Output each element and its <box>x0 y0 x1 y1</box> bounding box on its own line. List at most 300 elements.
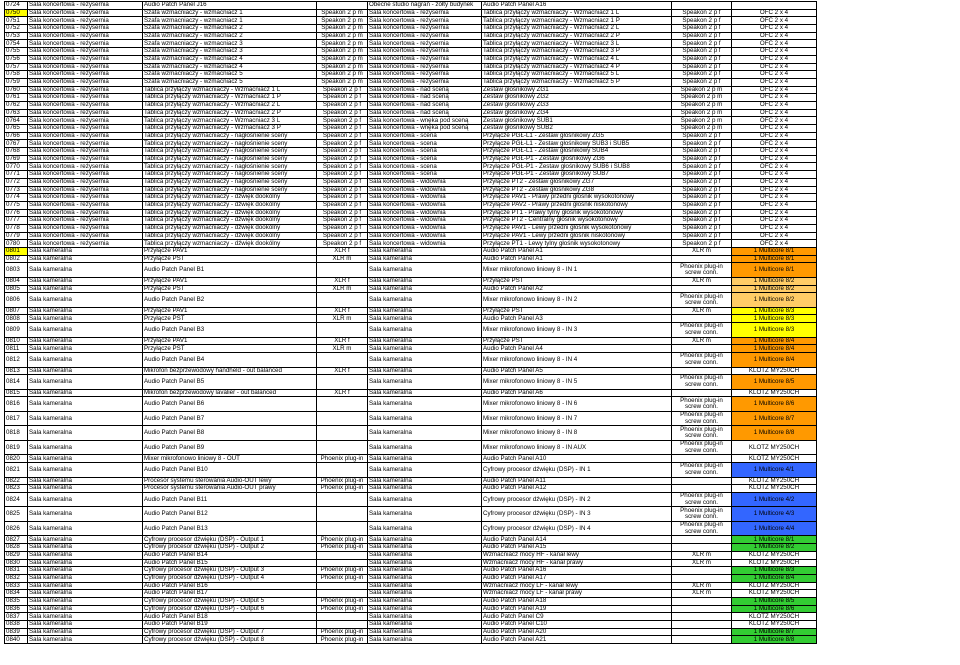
cable-type-cell: 1 Multicore 8/1 <box>732 263 817 278</box>
destination-location-cell: Sala koncertowa - scena <box>368 155 482 163</box>
destination-device-cell: Mixer mikrofonowo liniowy 8 - IN 7 <box>482 411 672 426</box>
cable-id-cell: 0822 <box>5 477 28 485</box>
destination-connector-cell: Speakon 2 p f <box>672 78 732 86</box>
cable-id-cell: 0765 <box>5 125 28 133</box>
table-row <box>5 178 817 186</box>
destination-location-cell: Sala kameralna <box>368 426 482 441</box>
destination-device-cell: Przyłącze PST <box>482 277 672 285</box>
table-row <box>5 492 817 507</box>
cable-id-cell: 0762 <box>5 101 28 109</box>
cable-type-cell: OFC 2 x 4 <box>732 132 817 140</box>
cable-type-cell: 1 Multicore 8/5 <box>732 597 817 605</box>
source-device-cell: Szafa wzmacniaczy - wzmacniacz 2 <box>143 32 317 40</box>
cable-type-cell: 1 Multicore 8/7 <box>732 411 817 426</box>
cable-type-cell: KLOTZ MY250CH <box>732 559 817 567</box>
destination-device-cell: Tablica przyłączy wzmacniaczy - Wzmacniacz 2 P <box>482 32 672 40</box>
destination-location-cell: Sala koncertowa - nad sceną <box>368 86 482 94</box>
source-location-cell: Sala koncertowa - reżysernia <box>28 40 143 48</box>
table-row <box>5 536 817 544</box>
table-row <box>5 567 817 575</box>
cable-type-cell: KLOTZ MY250CH <box>732 551 817 559</box>
source-location-cell: Sala kameralna <box>28 492 143 507</box>
table-row <box>5 132 817 140</box>
destination-location-cell: Sala koncertowa - scena <box>368 132 482 140</box>
cable-id-cell: 0770 <box>5 163 28 171</box>
cable-id-cell: 0837 <box>5 613 28 621</box>
cable-table-body <box>5 2 817 644</box>
destination-connector-cell <box>672 255 732 263</box>
destination-device-cell: Audio Patch Panel A1 <box>482 248 672 256</box>
source-location-cell: Sala kameralna <box>28 263 143 278</box>
table-row <box>5 559 817 567</box>
destination-device-cell: Tablica przyłączy wzmacniaczy - Wzmacniacz 5 P <box>482 78 672 86</box>
source-device-cell: Przyłącze PAV1 <box>143 248 317 256</box>
destination-location-cell: Sala koncertowa - reżysernia <box>368 78 482 86</box>
destination-device-cell: Przyłącze PAV1 - Lewy przedni głośnik wysokotonowy <box>482 224 672 232</box>
destination-location-cell: Sala koncertowa - reżysernia <box>368 40 482 48</box>
source-location-cell: Sala kameralna <box>28 440 143 455</box>
destination-location-cell: Sala kameralna <box>368 389 482 397</box>
cable-id-cell: 0767 <box>5 140 28 148</box>
destination-device-cell: Tablica przyłączy wzmacniaczy - Wzmacniacz 3 L <box>482 40 672 48</box>
table-row <box>5 217 817 225</box>
source-connector-cell <box>317 590 368 598</box>
cable-type-cell: 1 Multicore 8/3 <box>732 307 817 315</box>
destination-connector-cell <box>672 621 732 629</box>
destination-device-cell: Audio Patch Panel C10 <box>482 621 672 629</box>
destination-device-cell: Tablica przyłączy wzmacniaczy - Wzmacniacz 2 L <box>482 25 672 33</box>
source-location-cell: Sala kameralna <box>28 426 143 441</box>
destination-location-cell: Sala kameralna <box>368 507 482 522</box>
destination-connector-cell: Phoenix plug-in screw conn. <box>672 507 732 522</box>
source-connector-cell: XLR m <box>317 345 368 353</box>
source-device-cell: Tablica przyłączy wzmacniaczy - Wzmacniacz 2 P <box>143 109 317 117</box>
cable-type-cell: OFC 2 x 4 <box>732 209 817 217</box>
destination-connector-cell <box>672 455 732 463</box>
destination-device-cell: Audio Patch Panel A18 <box>482 597 672 605</box>
cable-type-cell: KLOTZ MY250CH <box>732 613 817 621</box>
destination-device-cell: Przyłącze PT1 - Prawy tylny głośnik wysokotonowy <box>482 209 672 217</box>
source-connector-cell <box>317 426 368 441</box>
source-connector-cell <box>317 551 368 559</box>
destination-device-cell: Mixer mikrofonowo liniowy 8 - IN 4 <box>482 353 672 368</box>
destination-device-cell: Tablica przyłączy wzmacniaczy - Wzmacniacz 5 L <box>482 71 672 79</box>
destination-device-cell: Wzmacniacz mocy LF - kanał prawy <box>482 590 672 598</box>
cable-id-cell: 0818 <box>5 426 28 441</box>
source-connector-cell: Speakon 2 p f <box>317 155 368 163</box>
destination-location-cell: Sala kameralna <box>368 255 482 263</box>
cable-type-cell: 1 Multicore 8/6 <box>732 397 817 412</box>
table-row <box>5 367 817 375</box>
cable-type-cell: KLOTZ MY250CH <box>732 455 817 463</box>
destination-device-cell: Przyłącze PAV1 - Lewy przedni głośnik niskotonowy <box>482 232 672 240</box>
destination-location-cell: Sala koncertowa - reżysernia <box>368 25 482 33</box>
table-row <box>5 155 817 163</box>
source-device-cell: Przyłącze PAV1 <box>143 337 317 345</box>
source-connector-cell: XLR f <box>317 248 368 256</box>
destination-connector-cell: Phoenix plug-in screw conn. <box>672 323 732 338</box>
destination-device-cell: Przyłącze PGŁ-P1 - Zestaw głośnikowy SUB6 i SUB8 <box>482 163 672 171</box>
cable-type-cell: 1 Multicore 8/3 <box>732 315 817 323</box>
cable-id-cell: 0812 <box>5 353 28 368</box>
cable-type-cell: OFC 2 x 4 <box>732 25 817 33</box>
destination-connector-cell: Phoenix plug-in screw conn. <box>672 353 732 368</box>
destination-location-cell: Sala kameralna <box>368 440 482 455</box>
cable-type-cell: OFC 2 x 4 <box>732 201 817 209</box>
source-device-cell: Cyfrowy procesor dźwięku (DSP) - Output 5 <box>143 597 317 605</box>
destination-location-cell: Sala koncertowa - widownia <box>368 240 482 248</box>
table-row <box>5 117 817 125</box>
source-connector-cell: Speakon 2 p f <box>317 109 368 117</box>
destination-location-cell: Sala koncertowa - nad sceną <box>368 109 482 117</box>
destination-location-cell: Sala kameralna <box>368 345 482 353</box>
source-connector-cell <box>317 582 368 590</box>
source-device-cell: Audio Patch Panel B19 <box>143 621 317 629</box>
destination-device-cell: Tablica przyłączy wzmacniaczy - Wzmacniacz 4 L <box>482 55 672 63</box>
source-device-cell: Szafa wzmacniaczy - wzmacniacz 5 <box>143 71 317 79</box>
cable-id-cell: 0809 <box>5 323 28 338</box>
source-device-cell: Audio Patch Panel B8 <box>143 426 317 441</box>
destination-location-cell: Sala kameralna <box>368 590 482 598</box>
source-connector-cell: Speakon 2 p f <box>317 217 368 225</box>
cable-id-cell: 0808 <box>5 315 28 323</box>
table-row <box>5 477 817 485</box>
destination-location-cell: Sala kameralna <box>368 411 482 426</box>
cable-id-cell: 0823 <box>5 485 28 493</box>
source-location-cell: Sala koncertowa - reżysernia <box>28 63 143 71</box>
cable-id-cell: 0805 <box>5 285 28 293</box>
source-device-cell: Procesor systemu sterowania Audio-OUT prawy <box>143 485 317 493</box>
destination-device-cell: Przyłącze PAV2 - Prawy przedni głośnik niskotonowy <box>482 201 672 209</box>
destination-connector-cell: Speakon 2 p f <box>672 132 732 140</box>
cable-id-cell: 0776 <box>5 209 28 217</box>
destination-connector-cell <box>672 345 732 353</box>
destination-connector-cell: Phoenix plug-in screw conn. <box>672 411 732 426</box>
destination-connector-cell <box>672 628 732 636</box>
source-device-cell: Audio Patch Panel B2 <box>143 293 317 308</box>
cable-id-cell: 0831 <box>5 567 28 575</box>
cable-id-cell: 0775 <box>5 201 28 209</box>
source-connector-cell: XLR f <box>317 389 368 397</box>
destination-location-cell: Sala kameralna <box>368 353 482 368</box>
table-row <box>5 375 817 390</box>
table-row <box>5 101 817 109</box>
destination-device-cell: Mixer mikrofonowo liniowy 8 - IN 3 <box>482 323 672 338</box>
cable-type-cell: OFC 2 x 4 <box>732 71 817 79</box>
cable-type-cell: OFC 2 x 4 <box>732 40 817 48</box>
destination-location-cell: Sala kameralna <box>368 337 482 345</box>
source-location-cell: Sala kameralna <box>28 597 143 605</box>
source-connector-cell <box>317 440 368 455</box>
destination-connector-cell: XLR m <box>672 590 732 598</box>
table-row <box>5 109 817 117</box>
destination-connector-cell: Speakon 2 p f <box>672 171 732 179</box>
cable-id-cell: 0826 <box>5 521 28 536</box>
destination-location-cell: Sala kameralna <box>368 621 482 629</box>
table-row <box>5 307 817 315</box>
source-connector-cell <box>317 293 368 308</box>
destination-device-cell: Przyłącze PGŁ-L1 - Zestaw głośnikowy ZG5 <box>482 132 672 140</box>
destination-connector-cell <box>672 315 732 323</box>
source-location-cell: Sala kameralna <box>28 293 143 308</box>
cable-id-cell: 0780 <box>5 240 28 248</box>
cable-type-cell: KLOTZ MY250CH <box>732 590 817 598</box>
source-location-cell: Sala koncertowa - reżysernia <box>28 155 143 163</box>
destination-connector-cell: Speakon 2 p f <box>672 48 732 56</box>
cable-type-cell: 1 Multicore 8/3 <box>732 323 817 338</box>
cable-type-cell: OFC 2 x 4 <box>732 117 817 125</box>
source-connector-cell <box>317 323 368 338</box>
destination-device-cell: Audio Patch Panel C9 <box>482 613 672 621</box>
cable-type-cell: OFC 2 x 4 <box>732 32 817 40</box>
cable-type-cell: 1 Multicore 8/1 <box>732 248 817 256</box>
table-row <box>5 94 817 102</box>
destination-connector-cell: Speakon 2 p f <box>672 9 732 17</box>
destination-device-cell: Tablica przyłączy wzmacniaczy - Wzmacniacz 3 P <box>482 48 672 56</box>
source-device-cell: Szafa wzmacniaczy - wzmacniacz 3 <box>143 48 317 56</box>
source-connector-cell <box>317 411 368 426</box>
source-connector-cell: Speakon 2 p m <box>317 48 368 56</box>
destination-device-cell: Przyłącze PAV1 - Prawy przedni głośnik wysokotonowy <box>482 194 672 202</box>
cable-id-cell: 0802 <box>5 255 28 263</box>
destination-connector-cell: Phoenix plug-in screw conn. <box>672 263 732 278</box>
cable-type-cell: 1 Multicore 8/8 <box>732 636 817 644</box>
table-row <box>5 426 817 441</box>
source-connector-cell: Speakon 2 p f <box>317 178 368 186</box>
destination-device-cell: Zestaw głośnikowy ZG4 <box>482 109 672 117</box>
source-location-cell: Sala koncertowa - reżysernia <box>28 178 143 186</box>
cable-type-cell: OFC 2 x 4 <box>732 171 817 179</box>
table-row <box>5 507 817 522</box>
table-row <box>5 605 817 613</box>
table-row <box>5 621 817 629</box>
source-device-cell: Przyłącze PST <box>143 345 317 353</box>
source-location-cell: Sala koncertowa - reżysernia <box>28 217 143 225</box>
source-device-cell: Cyfrowy procesor dźwięku (DSP) - Output 7 <box>143 628 317 636</box>
destination-connector-cell: Speakon 2 p f <box>672 140 732 148</box>
table-row <box>5 17 817 25</box>
source-connector-cell: Speakon 2 p f <box>317 186 368 194</box>
destination-location-cell: Sala kameralna <box>368 567 482 575</box>
destination-connector-cell <box>672 613 732 621</box>
source-device-cell: Cyfrowy procesor dźwięku (DSP) - Output 3 <box>143 567 317 575</box>
cable-id-cell: 0760 <box>5 86 28 94</box>
cable-type-cell: 1 Multicore 4/4 <box>732 521 817 536</box>
source-location-cell: Sala kameralna <box>28 323 143 338</box>
source-location-cell: Sala kameralna <box>28 375 143 390</box>
destination-device-cell: Przyłącze PGŁ-L1 - Zestaw głośnikowy SUB4 <box>482 148 672 156</box>
source-connector-cell: Speakon 2 p m <box>317 63 368 71</box>
cable-type-cell: OFC 2 x 4 <box>732 94 817 102</box>
source-device-cell: Audio Patch Panel B17 <box>143 590 317 598</box>
source-location-cell: Sala kameralna <box>28 411 143 426</box>
table-row <box>5 440 817 455</box>
source-location-cell: Sala kameralna <box>28 636 143 644</box>
source-location-cell: Sala koncertowa - reżysernia <box>28 148 143 156</box>
source-device-cell: Szafa wzmacniaczy - wzmacniacz 3 <box>143 40 317 48</box>
destination-location-cell: Sala koncertowa - widownia <box>368 186 482 194</box>
destination-device-cell: Wzmacniacz mocy HF - kanał lewy <box>482 551 672 559</box>
cable-id-cell: 0777 <box>5 217 28 225</box>
source-device-cell: Audio Patch Panel B11 <box>143 492 317 507</box>
source-location-cell: Sala kameralna <box>28 621 143 629</box>
source-location-cell: Sala kameralna <box>28 559 143 567</box>
destination-location-cell: Sala kameralna <box>368 574 482 582</box>
destination-device-cell: Przyłącze PST <box>482 337 672 345</box>
source-connector-cell: Speakon 2 p m <box>317 9 368 17</box>
source-device-cell: Audio Patch Panel B13 <box>143 521 317 536</box>
cable-type-cell: 1 Multicore 4/1 <box>732 463 817 478</box>
table-row <box>5 389 817 397</box>
destination-device-cell: Cyfrowy procesor dźwięku (DSP) - IN 4 <box>482 521 672 536</box>
source-location-cell: Sala kameralna <box>28 590 143 598</box>
source-device-cell: Przyłącze PST <box>143 315 317 323</box>
table-row <box>5 148 817 156</box>
cable-type-cell: 1 Multicore 8/4 <box>732 353 817 368</box>
source-location-cell: Sala kameralna <box>28 544 143 552</box>
destination-device-cell: Przyłącze PT2 - Zestaw głośnikowy ZG7 <box>482 178 672 186</box>
source-device-cell: Tablica przyłączy wzmacniaczy - Wzmacniacz 1 L <box>143 86 317 94</box>
source-location-cell: Sala kameralna <box>28 285 143 293</box>
source-location-cell: Sala kameralna <box>28 582 143 590</box>
destination-location-cell: Sala koncertowa - widownia <box>368 209 482 217</box>
table-row <box>5 551 817 559</box>
destination-connector-cell: Speakon 2 p f <box>672 17 732 25</box>
destination-connector-cell: Phoenix plug-in screw conn. <box>672 440 732 455</box>
source-location-cell: Sala koncertowa - reżysernia <box>28 125 143 133</box>
destination-connector-cell: XLR m <box>672 277 732 285</box>
destination-connector-cell: Speakon 2 p f <box>672 32 732 40</box>
source-connector-cell: Speakon 2 p f <box>317 86 368 94</box>
source-connector-cell <box>317 621 368 629</box>
table-row <box>5 411 817 426</box>
destination-location-cell: Sala koncertowa - widownia <box>368 232 482 240</box>
table-row <box>5 201 817 209</box>
source-location-cell: Sala kameralna <box>28 477 143 485</box>
destination-device-cell: Audio Patch Panel A4 <box>482 345 672 353</box>
destination-location-cell: Sala kameralna <box>368 613 482 621</box>
source-device-cell: Tablica przyłączy wzmacniaczy - nagłośnienie sceny <box>143 171 317 179</box>
cable-id-cell: 0803 <box>5 263 28 278</box>
source-device-cell: Tablica przyłączy wzmacniaczy - Wzmacniacz 1 P <box>143 94 317 102</box>
cable-id-cell: 0801 <box>5 248 28 256</box>
source-location-cell: Sala koncertowa - reżysernia <box>28 224 143 232</box>
destination-connector-cell: Speakon 2 p f <box>672 63 732 71</box>
table-row <box>5 590 817 598</box>
table-row <box>5 171 817 179</box>
destination-location-cell: Sala koncertowa - reżysernia <box>368 71 482 79</box>
source-connector-cell: Speakon 2 p f <box>317 201 368 209</box>
source-connector-cell: Phoenix plug-in <box>317 544 368 552</box>
table-row <box>5 485 817 493</box>
source-device-cell: Tablica przyłączy wzmacniaczy - Wzmacniacz 3 P <box>143 125 317 133</box>
destination-location-cell: Sala kameralna <box>368 375 482 390</box>
cable-id-cell: 0827 <box>5 536 28 544</box>
destination-device-cell: Przyłącze PT2 - Zestaw głośnikowy ZG8 <box>482 186 672 194</box>
cable-type-cell: OFC 2 x 4 <box>732 163 817 171</box>
source-connector-cell: Phoenix plug-in <box>317 477 368 485</box>
destination-connector-cell: Speakon 2 p f <box>672 71 732 79</box>
destination-connector-cell <box>672 285 732 293</box>
destination-device-cell: Wzmacniacz mocy LF - kanał lewy <box>482 582 672 590</box>
source-connector-cell: Speakon 2 p f <box>317 209 368 217</box>
source-location-cell: Sala kameralna <box>28 315 143 323</box>
destination-device-cell: Tablica przyłączy wzmacniaczy - Wzmacniacz 1 P <box>482 17 672 25</box>
table-row <box>5 574 817 582</box>
destination-location-cell: Sala koncertowa - widownia <box>368 217 482 225</box>
destination-device-cell: Audio Patch Panel A3 <box>482 315 672 323</box>
cable-id-cell: 0768 <box>5 148 28 156</box>
destination-connector-cell: Phoenix plug-in screw conn. <box>672 397 732 412</box>
table-row <box>5 544 817 552</box>
source-device-cell: Audio Patch Panel B7 <box>143 411 317 426</box>
destination-connector-cell: Phoenix plug-in screw conn. <box>672 492 732 507</box>
source-connector-cell: Speakon 2 p f <box>317 101 368 109</box>
destination-device-cell: Zestaw głośnikowy SUB2 <box>482 125 672 133</box>
destination-device-cell: Cyfrowy procesor dźwięku (DSP) - IN 2 <box>482 492 672 507</box>
cable-type-cell: OFC 2 x 4 <box>732 55 817 63</box>
source-location-cell: Sala koncertowa - reżysernia <box>28 25 143 33</box>
source-device-cell: Tablica przyłączy wzmacniaczy - dźwięk dookólny <box>143 209 317 217</box>
cable-type-cell: OFC 2 x 4 <box>732 232 817 240</box>
table-row <box>5 293 817 308</box>
destination-connector-cell: XLR m <box>672 582 732 590</box>
cable-type-cell: OFC 2 x 4 <box>732 9 817 17</box>
source-location-cell: Sala kameralna <box>28 613 143 621</box>
source-connector-cell: Speakon 2 p f <box>317 224 368 232</box>
table-row <box>5 337 817 345</box>
source-device-cell: Cyfrowy procesor dźwięku (DSP) - Output 1 <box>143 536 317 544</box>
table-row <box>5 345 817 353</box>
destination-location-cell: Sala koncertowa - reżysernia <box>368 55 482 63</box>
destination-connector-cell: Phoenix plug-in screw conn. <box>672 463 732 478</box>
destination-connector-cell: Speakon 2 p m <box>672 94 732 102</box>
source-connector-cell: Speakon 2 p m <box>317 71 368 79</box>
cable-id-cell: 0807 <box>5 307 28 315</box>
destination-connector-cell: Speakon 2 p m <box>672 109 732 117</box>
source-device-cell: Audio Patch Panel B6 <box>143 397 317 412</box>
destination-device-cell: Zestaw głośnikowy ZG1 <box>482 86 672 94</box>
destination-location-cell: Sala kameralna <box>368 605 482 613</box>
destination-connector-cell: Speakon 2 p f <box>672 25 732 33</box>
source-location-cell: Sala kameralna <box>28 507 143 522</box>
destination-connector-cell: Speakon 2 p m <box>672 86 732 94</box>
source-location-cell: Sala kameralna <box>28 628 143 636</box>
cable-type-cell: 1 Multicore 8/2 <box>732 544 817 552</box>
cable-type-cell: OFC 2 x 4 <box>732 48 817 56</box>
source-device-cell: Procesor systemu sterowania Audio-OUT lewy <box>143 477 317 485</box>
source-device-cell: Cyfrowy procesor dźwięku (DSP) - Output 2 <box>143 544 317 552</box>
destination-connector-cell: Speakon 2 p f <box>672 209 732 217</box>
destination-connector-cell: Speakon 2 p f <box>672 194 732 202</box>
cable-type-cell: OFC 2 x 4 <box>732 17 817 25</box>
cable-type-cell: OFC 2 x 4 <box>732 224 817 232</box>
cable-type-cell: OFC 2 x 4 <box>732 125 817 133</box>
source-connector-cell: XLR m <box>317 315 368 323</box>
source-connector-cell: Speakon 2 p f <box>317 240 368 248</box>
table-row <box>5 55 817 63</box>
table-row <box>5 9 817 17</box>
table-row <box>5 597 817 605</box>
cable-type-cell: OFC 2 x 4 <box>732 194 817 202</box>
source-location-cell: Sala koncertowa - reżysernia <box>28 240 143 248</box>
destination-device-cell: Zestaw głośnikowy ZG3 <box>482 101 672 109</box>
destination-connector-cell: Phoenix plug-in screw conn. <box>672 375 732 390</box>
source-location-cell: Sala koncertowa - reżysernia <box>28 55 143 63</box>
table-row <box>5 582 817 590</box>
source-connector-cell: Speakon 2 p f <box>317 171 368 179</box>
source-location-cell: Sala koncertowa - reżysernia <box>28 140 143 148</box>
